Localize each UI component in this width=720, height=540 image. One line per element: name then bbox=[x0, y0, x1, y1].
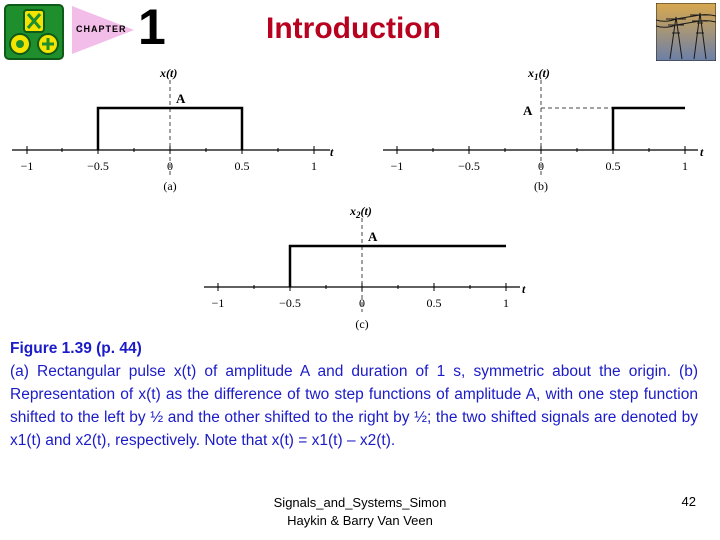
panel-a-tick-label: 0 bbox=[167, 159, 173, 173]
panel-c-tick-label: −0.5 bbox=[279, 296, 301, 310]
panel-a bbox=[12, 66, 334, 193]
panel-b-ylabel: $x_1(t)$ bbox=[528, 66, 550, 82]
panel-b-tag: (b) bbox=[534, 179, 548, 193]
panel-b-step bbox=[613, 108, 685, 150]
figure-reference: Figure 1.39 (p. 44) bbox=[10, 340, 142, 357]
panel-c-tick-label: 0 bbox=[359, 296, 365, 310]
panel-b bbox=[383, 66, 704, 193]
panel-c-tag: (c) bbox=[355, 317, 369, 331]
panel-c-amp-label: A bbox=[368, 229, 378, 244]
panel-c-tick-label: 0.5 bbox=[426, 296, 442, 310]
panel-a-tick-label: 0.5 bbox=[234, 159, 250, 173]
panel-b-tick-label: 1 bbox=[682, 159, 688, 173]
panel-a-tick-label: −1 bbox=[20, 159, 34, 173]
panel-a-amp-label: A bbox=[176, 91, 186, 106]
panel-b-tick-label: −0.5 bbox=[458, 159, 480, 173]
panel-b-amp-label: A bbox=[523, 103, 533, 118]
panel-b-tick-label: 0.5 bbox=[605, 159, 621, 173]
panel-c-tick-label: 1 bbox=[503, 296, 509, 310]
chapter-label: CHAPTER bbox=[76, 24, 127, 34]
footer-source bbox=[240, 494, 480, 530]
figure-caption bbox=[10, 337, 698, 452]
panel-c-ylabel: $x_2(t)$ bbox=[350, 204, 372, 220]
panel-a-tick-label: 1 bbox=[311, 159, 317, 173]
footer-source-line2: Haykin & Barry Van Veen bbox=[287, 513, 433, 528]
page-number: 42 bbox=[681, 494, 696, 509]
panel-c bbox=[204, 204, 526, 331]
panel-a-tag: (a) bbox=[163, 179, 177, 193]
panel-a-tick-label: −0.5 bbox=[87, 159, 109, 173]
panel-a-t-label: t bbox=[330, 145, 334, 159]
footer-source-line1: Signals_and_Systems_Simon bbox=[273, 495, 447, 510]
panel-a-ylabel: x(t) bbox=[160, 66, 178, 80]
chapter-number: 1 bbox=[138, 0, 166, 55]
panel-c-tick-label: −1 bbox=[211, 296, 225, 310]
caption-text: (a) Rectangular pulse x(t) of amplitude A and duration of 1 s, symmetric about the origin. (b) Representation of x(t) as the difference of two step functions of amplitude A, with one step function shifted to the left by ½ and the other shifted to the right by ½; the two shifted signals are denoted by x1(t) and x2(t), respectively. Note that x(t) = x1(t) – x2(t). bbox=[10, 363, 698, 449]
panel-b-tick-label: 0 bbox=[538, 159, 544, 173]
panel-b-t-label: t bbox=[700, 145, 704, 159]
slide-title: Introduction bbox=[266, 12, 441, 45]
panel-c-step bbox=[290, 246, 506, 287]
panel-c-t-label: t bbox=[522, 282, 526, 296]
panel-b-tick-label: −1 bbox=[390, 159, 404, 173]
